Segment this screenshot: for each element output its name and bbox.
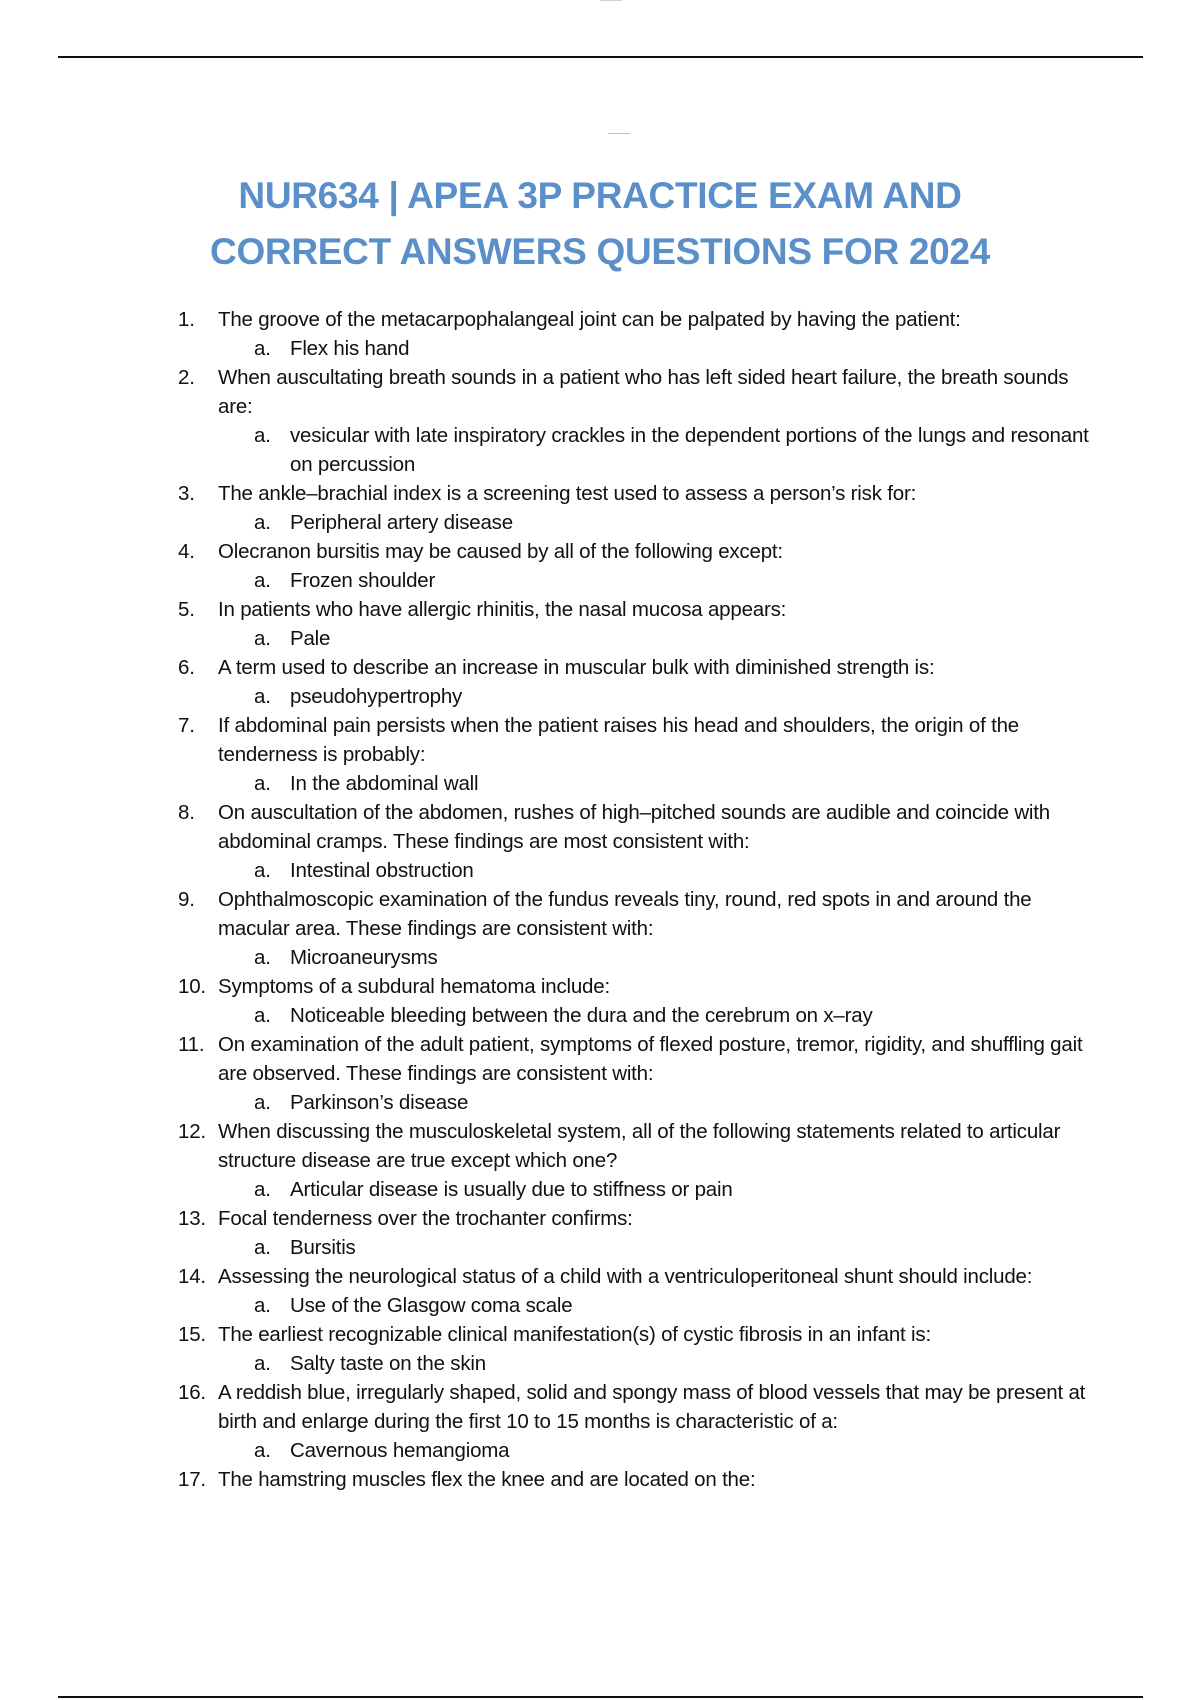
answer-letter: a. <box>254 946 271 969</box>
answer-item <box>178 1088 1108 1117</box>
answer-text: In the abdominal wall <box>290 772 479 795</box>
answer-letter: a. <box>254 1236 271 1259</box>
answer-text: Flex his hand <box>290 337 410 360</box>
answer-item <box>178 856 1108 885</box>
question-text: On auscultation of the abdomen, rushes of high–pitched sounds are audible and coincide with abdominal cramps. These findings are most consistent with: <box>218 801 1050 853</box>
answer-text: vesicular with late inspiratory crackles in the dependent portions of the lungs and resonant on percussion <box>290 424 1089 476</box>
answer-text: Parkinson’s disease <box>290 1091 469 1114</box>
question-item <box>178 1378 1108 1436</box>
question-text: The ankle–brachial index is a screening test used to assess a person’s risk for: <box>218 482 917 505</box>
question-number: 15. <box>178 1323 206 1346</box>
answer-item <box>178 624 1108 653</box>
question-text: When discussing the musculoskeletal system, all of the following statements related to articular structure disease are true except which one? <box>218 1120 1061 1172</box>
question-number: 9. <box>178 888 195 911</box>
question-item <box>178 711 1108 769</box>
footer-rule <box>58 1696 1143 1698</box>
question-number: 2. <box>178 366 195 389</box>
question-item <box>178 537 1108 566</box>
question-text: A term used to describe an increase in muscular bulk with diminished strength is: <box>218 656 935 679</box>
question-text: Ophthalmoscopic examination of the fundus reveals tiny, round, red spots in and around the macular area. These findings are consistent with: <box>218 888 1032 940</box>
answer-letter: a. <box>254 1294 271 1317</box>
answer-item <box>178 1001 1108 1030</box>
answer-item <box>178 769 1108 798</box>
answer-letter: a. <box>254 1439 271 1462</box>
answer-text: pseudohypertrophy <box>290 685 463 708</box>
question-number: 13. <box>178 1207 206 1230</box>
question-text: Olecranon bursitis may be caused by all of the following except: <box>218 540 783 563</box>
question-item <box>178 1262 1108 1291</box>
question-number: 3. <box>178 482 195 505</box>
question-number: 8. <box>178 801 195 824</box>
answer-text: Noticeable bleeding between the dura and the cerebrum on x–ray <box>290 1004 873 1027</box>
answer-text: Salty taste on the skin <box>290 1352 486 1375</box>
answer-text: Microaneurysms <box>290 946 438 969</box>
answer-item <box>178 566 1108 595</box>
answer-letter: a. <box>254 859 271 882</box>
answer-text: Bursitis <box>290 1236 356 1259</box>
answer-letter: a. <box>254 569 271 592</box>
title-line-1: NUR634 | APEA 3P PRACTICE EXAM AND <box>238 175 962 216</box>
question-number: 10. <box>178 975 206 998</box>
question-number: 17. <box>178 1468 206 1491</box>
title-line-2: CORRECT ANSWERS QUESTIONS FOR 2024 <box>210 231 990 272</box>
answer-item <box>178 1291 1108 1320</box>
question-item <box>178 885 1108 943</box>
question-text: A reddish blue, irregularly shaped, solid and spongy mass of blood vessels that may be present at birth and enlarge during the first 10 to 15 months is characteristic of a: <box>218 1381 1086 1433</box>
answer-letter: a. <box>254 627 271 650</box>
answer-item <box>178 421 1108 479</box>
question-number: 5. <box>178 598 195 621</box>
question-item <box>178 1204 1108 1233</box>
answer-letter: a. <box>254 685 271 708</box>
answer-text: Cavernous hemangioma <box>290 1439 510 1462</box>
question-item <box>178 798 1108 856</box>
answer-text: Intestinal obstruction <box>290 859 474 882</box>
answer-item <box>178 1233 1108 1262</box>
question-item <box>178 972 1108 1001</box>
question-item <box>178 1320 1108 1349</box>
question-number: 16. <box>178 1381 206 1404</box>
question-number: 12. <box>178 1120 206 1143</box>
answer-item <box>178 334 1108 363</box>
question-text: Focal tenderness over the trochanter confirms: <box>218 1207 633 1230</box>
question-text: When auscultating breath sounds in a patient who has left sided heart failure, the breath sounds are: <box>218 366 1069 418</box>
title-mark <box>608 133 630 134</box>
answer-text: Use of the Glasgow coma scale <box>290 1294 573 1317</box>
header-rule <box>58 56 1143 58</box>
answer-item <box>178 508 1108 537</box>
answer-item <box>178 1436 1108 1465</box>
question-number: 4. <box>178 540 195 563</box>
question-item <box>178 1117 1108 1175</box>
question-text: The hamstring muscles flex the knee and are located on the: <box>218 1468 756 1491</box>
question-item <box>178 363 1108 421</box>
answer-item <box>178 1349 1108 1378</box>
question-item <box>178 653 1108 682</box>
top-mark <box>600 0 622 1</box>
question-item <box>178 595 1108 624</box>
question-item <box>178 1030 1108 1088</box>
answer-letter: a. <box>254 1091 271 1114</box>
answer-letter: a. <box>254 424 271 447</box>
question-item <box>178 479 1108 508</box>
answer-text: Pale <box>290 627 331 650</box>
question-number: 1. <box>178 308 195 331</box>
question-item <box>178 305 1108 334</box>
question-text: On examination of the adult patient, symptoms of flexed posture, tremor, rigidity, and shuffling gait are observed. These findings are consistent with: <box>218 1033 1083 1085</box>
answer-text: Articular disease is usually due to stiffness or pain <box>290 1178 733 1201</box>
answer-item <box>178 1175 1108 1204</box>
answer-letter: a. <box>254 1178 271 1201</box>
answer-letter: a. <box>254 772 271 795</box>
question-text: The earliest recognizable clinical manifestation(s) of cystic fibrosis in an infant is: <box>218 1323 931 1346</box>
question-number: 14. <box>178 1265 206 1288</box>
answer-item <box>178 943 1108 972</box>
question-text: If abdominal pain persists when the patient raises his head and shoulders, the origin of the tenderness is probably: <box>218 714 1019 766</box>
question-number: 6. <box>178 656 195 679</box>
question-number: 11. <box>178 1033 205 1056</box>
answer-item <box>178 682 1108 711</box>
page-title <box>180 168 1020 280</box>
answer-letter: a. <box>254 1004 271 1027</box>
question-number: 7. <box>178 714 195 737</box>
question-text: Symptoms of a subdural hematoma include: <box>218 975 610 998</box>
answer-letter: a. <box>254 511 271 534</box>
answer-letter: a. <box>254 337 271 360</box>
question-text: In patients who have allergic rhinitis, the nasal mucosa appears: <box>218 598 787 621</box>
question-item <box>178 1465 1108 1494</box>
question-text: Assessing the neurological status of a child with a ventriculoperitoneal shunt should include: <box>218 1265 1033 1288</box>
answer-text: Frozen shoulder <box>290 569 436 592</box>
answer-letter: a. <box>254 1352 271 1375</box>
answer-text: Peripheral artery disease <box>290 511 513 534</box>
question-text: The groove of the metacarpophalangeal joint can be palpated by having the patient: <box>218 308 961 331</box>
question-list <box>178 305 1108 1494</box>
